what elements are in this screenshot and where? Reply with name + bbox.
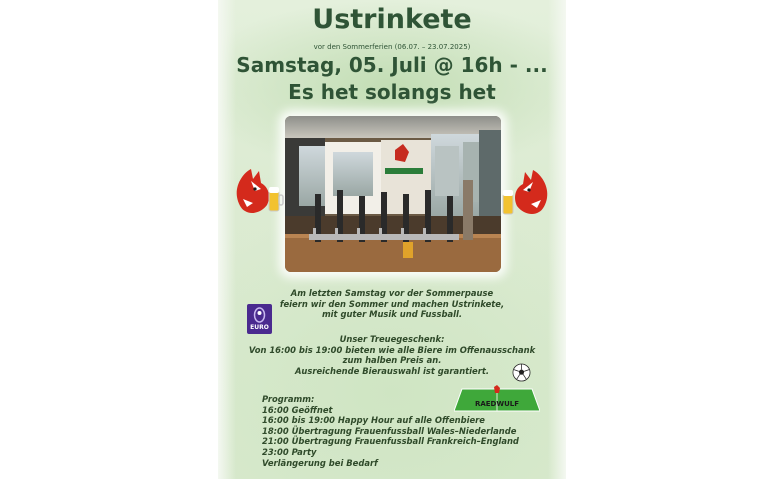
fox-beer-icon	[497, 168, 551, 220]
program-item: 16:00 bis 19:00 Happy Hour auf alle Offenbiere	[262, 415, 485, 426]
poster-subtitle: vor den Sommerferien (06.07. – 23.07.2025)	[313, 43, 471, 51]
euro-badge-label: EURO	[250, 324, 269, 331]
bar-photo	[285, 116, 501, 272]
soccer-ball-icon	[512, 363, 531, 382]
gift-line: zum halben Preis an.	[342, 355, 442, 366]
poster-title: Ustrinkete	[312, 4, 472, 35]
event-slogan: Es het solangs het	[288, 80, 496, 104]
program-item: 16:00 Geöffnet	[262, 404, 333, 415]
gift-line: Ausreichende Bierauswahl ist garantiert.	[294, 365, 490, 376]
intro-line: feiern wir den Sommer und machen Ustrinkete,	[279, 298, 505, 309]
fox-beer-icon	[233, 167, 287, 219]
program-item: 21:00 Übertragung Frauenfussball Frankreich–England	[262, 436, 519, 447]
gift-heading: Unser Treuegeschenk:	[339, 334, 445, 344]
program-item: 18:00 Übertragung Frauenfussball Wales–Niederlande	[262, 425, 517, 436]
football-pitch-icon	[454, 385, 540, 413]
program-item: Verlängerung bei Bedarf	[262, 457, 378, 468]
euro-badge-icon	[247, 304, 272, 334]
event-poster	[218, 0, 566, 479]
program-item: 23:00 Party	[262, 446, 317, 457]
raedwulf-label: RAEDWULF	[474, 400, 520, 408]
program-heading: Programm:	[262, 394, 315, 404]
gift-line: Von 16:00 bis 19:00 bieten wie alle Biere im Offenausschank	[248, 344, 536, 355]
event-date: Samstag, 05. Juli @ 16h - ...	[236, 53, 548, 77]
intro-line: mit guter Musik und Fussball.	[321, 309, 463, 320]
raedwulf-logo	[454, 385, 540, 413]
intro-line: Am letzten Samstag vor der Sommerpause	[290, 288, 494, 298]
